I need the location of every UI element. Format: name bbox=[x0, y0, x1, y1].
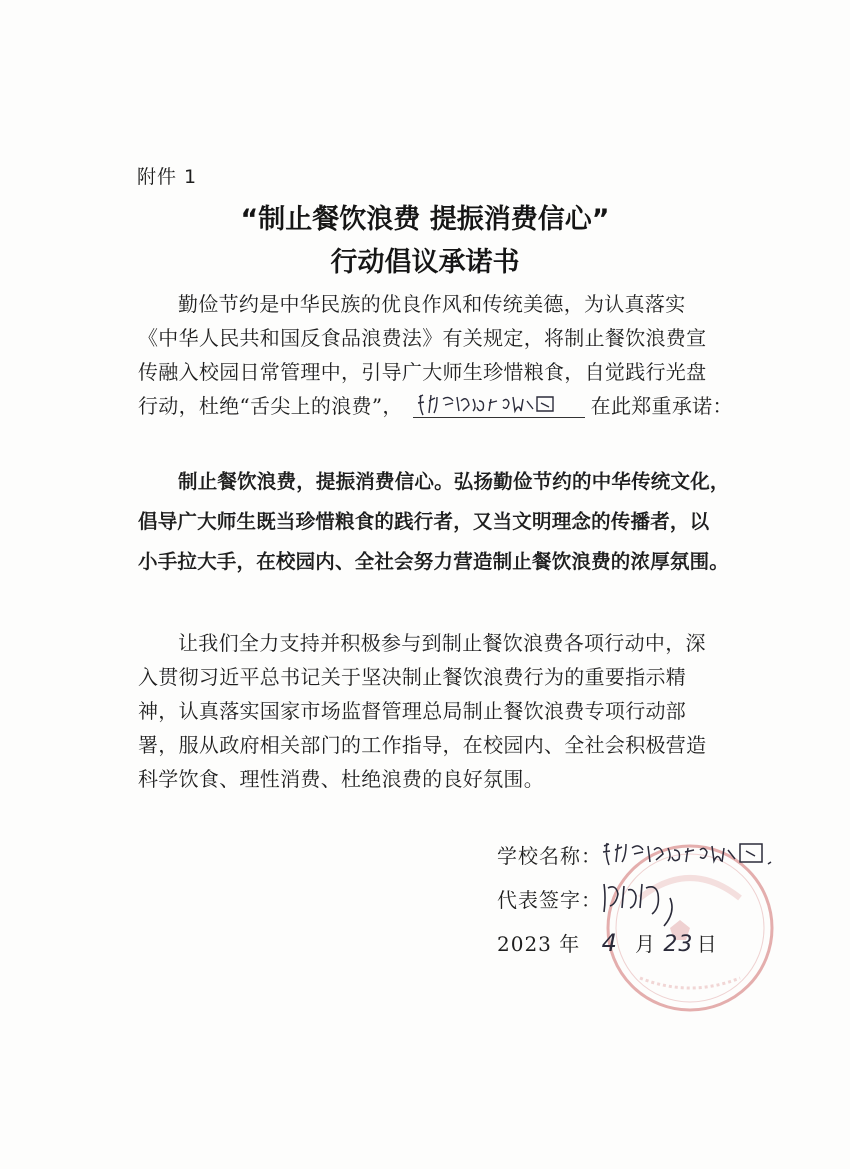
document-title-line1: “制止餐饮浪费 提振消费信心” bbox=[240, 204, 610, 235]
attachment-label: 附件 1 bbox=[137, 166, 198, 188]
representative-label: 代表签字： bbox=[497, 888, 602, 912]
commitment-line: 署，服从政府相关部门的工作指导，在校园内、全社会积极营造 bbox=[138, 733, 707, 757]
date-row bbox=[497, 928, 718, 957]
handwritten-school-name-signature bbox=[600, 838, 780, 872]
pledge-paragraph bbox=[138, 462, 748, 582]
handwritten-school-name bbox=[413, 391, 585, 417]
commitment-line: 科学饮食、理性消费、杜绝浪费的良好氛围。 bbox=[138, 767, 544, 791]
pledge-line: 制止餐饮浪费，提振消费信心。弘扬勤俭节约的中华传统文化， bbox=[178, 470, 730, 493]
school-name-blank bbox=[413, 391, 585, 418]
intro-line-text: 行动，杜绝“舌尖上的浪费”， bbox=[138, 394, 403, 418]
school-name-label: 学校名称： bbox=[497, 844, 602, 868]
document-title-line2: 行动倡议承诺书 bbox=[330, 247, 520, 278]
commitment-line: 入贯彻习近平总书记关于坚决制止餐饮浪费行为的重要指示精 bbox=[138, 665, 687, 689]
intro-line-last bbox=[138, 389, 744, 423]
date-day-unit: 日 bbox=[696, 932, 718, 956]
pledge-line: 倡导广大师生既当珍惜粮食的践行者，又当文明理念的传播者，以 bbox=[138, 510, 710, 533]
date-month-unit: 月 bbox=[634, 932, 656, 956]
commitment-line: 让我们全力支持并积极参与到制止餐饮浪费各项行动中，深 bbox=[178, 631, 706, 655]
commitment-paragraph bbox=[138, 626, 744, 796]
date-month: 4 bbox=[601, 929, 618, 957]
handwritten-representative-signature bbox=[598, 878, 698, 930]
commitment-line: 神，认真落实国家市场监督管理总局制止餐饮浪费专项行动部 bbox=[138, 699, 687, 723]
date-day: 23 bbox=[663, 932, 694, 957]
representative-row bbox=[497, 884, 602, 913]
date-year: 2023 bbox=[497, 932, 552, 956]
pledge-line: 小手拉大手，在校园内、全社会努力营造制止餐饮浪费的浓厚氛围。 bbox=[138, 550, 730, 573]
intro-after-blank: 在此郑重承诺： bbox=[590, 394, 733, 418]
intro-line: 勤俭节约是中华民族的优良作风和传统美德，为认真落实 bbox=[178, 292, 686, 316]
intro-line: 传融入校园日常管理中，引导广大师生珍惜粮食，自觉践行光盘 bbox=[138, 360, 707, 384]
intro-paragraph bbox=[138, 287, 744, 423]
date-year-unit: 年 bbox=[559, 932, 581, 956]
school-name-row bbox=[497, 840, 602, 869]
intro-line: 《中华人民共和国反食品浪费法》有关规定，将制止餐饮浪费宣 bbox=[138, 326, 707, 350]
